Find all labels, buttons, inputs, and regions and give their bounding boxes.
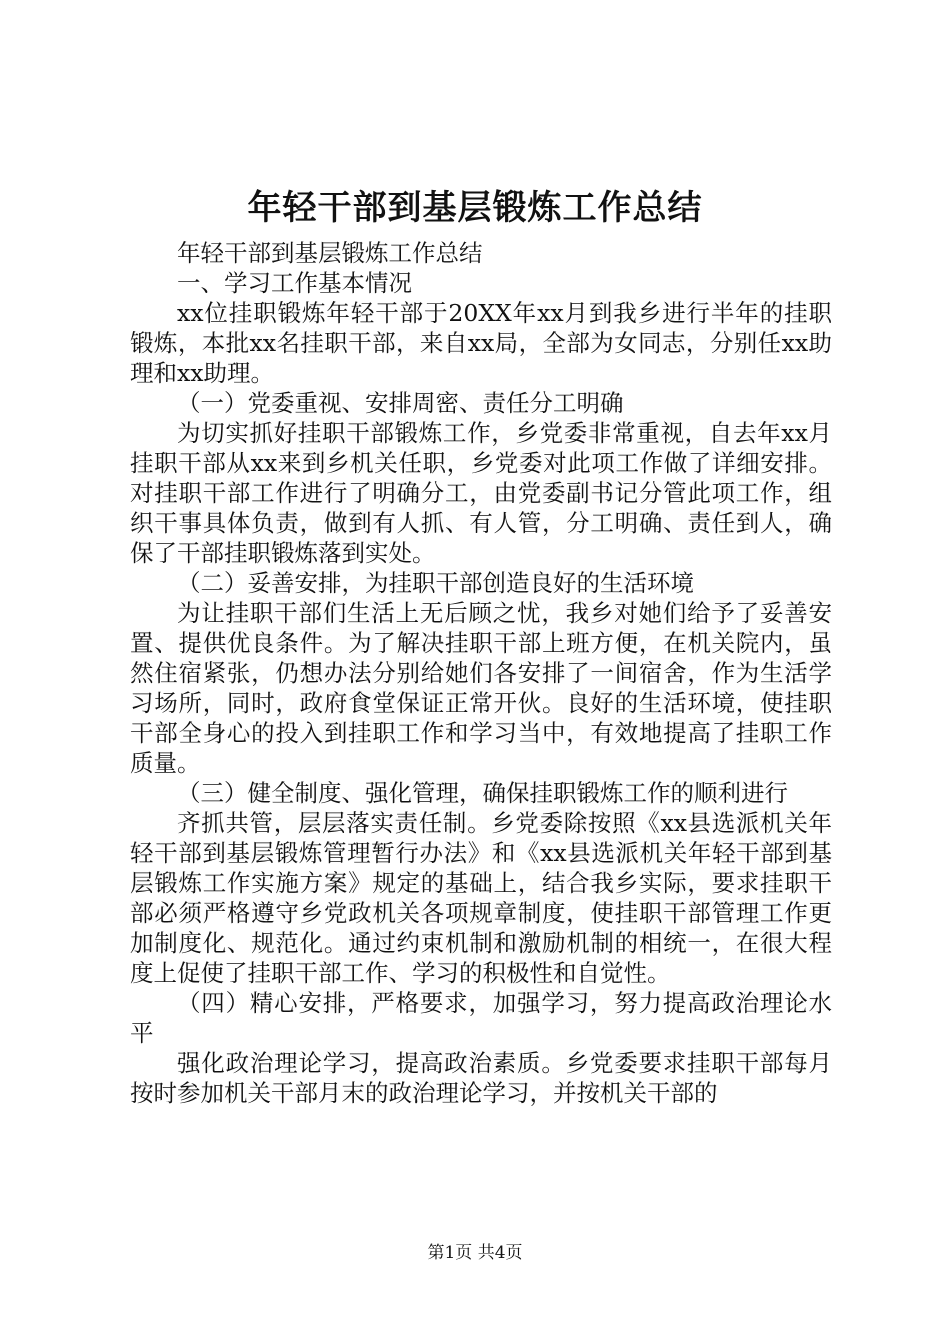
document-title: 年轻干部到基层锻炼工作总结 — [247, 188, 703, 228]
subsection-heading-4: （四）精心安排，严格要求，加强学习，努力提高政治理论水平 — [130, 989, 832, 1047]
section-heading-1: 一、学习工作基本情况 — [177, 269, 412, 297]
subsection-heading-3: （三）健全制度、强化管理，确保挂职锻炼工作的顺利进行 — [177, 779, 788, 807]
subsection-heading-2: （二）妥善安排，为挂职干部创造良好的生活环境 — [177, 569, 694, 597]
page-number-footer: 第1页 共4页 — [427, 1243, 523, 1263]
body-paragraph: xx位挂职锻炼年轻干部于20XX年xx月到我乡进行半年的挂职锻炼，本批xx名挂职干部，来自xx局，全部为女同志，分别任xx助理和xx助理。 — [130, 299, 832, 387]
subsection-heading-1: （一）党委重视、安排周密、责任分工明确 — [177, 389, 624, 417]
body-paragraph: 强化政治理论学习，提高政治素质。乡党委要求挂职干部每月按时参加机关干部月末的政治理论学习，并按机关干部的 — [130, 1049, 832, 1107]
body-paragraph: 齐抓共管，层层落实责任制。乡党委除按照《xx县选派机关年轻干部到基层锻炼管理暂行办法》和《xx县选派机关年轻干部到基层锻炼工作实施方案》规定的基础上，结合我乡实际，要求挂职干部必须严格遵守乡党政机关各项规章制度，使挂职干部管理工作更加制度化、规范化。通过约束机制和激励机制的相统一，在很大程度上促使了挂职干部工作、学习的积极性和自觉性。 — [130, 809, 832, 987]
document-body — [130, 238, 832, 1108]
body-paragraph: 为让挂职干部们生活上无后顾之忧，我乡对她们给予了妥善安置、提供优良条件。为了解决挂职干部上班方便，在机关院内，虽然住宿紧张，仍想办法分别给她们各安排了一间宿舍，作为生活学习场所，同时，政府食堂保证正常开伙。良好的生活环境，使挂职干部全身心的投入到挂职工作和学习当中，有效地提高了挂职工作质量。 — [130, 599, 832, 777]
body-paragraph: 为切实抓好挂职干部锻炼工作，乡党委非常重视，自去年xx月挂职干部从xx来到乡机关任职，乡党委对此项工作做了详细安排。对挂职干部工作进行了明确分工，由党委副书记分管此项工作，组织干事具体负责，做到有人抓、有人管，分工明确、责任到人，确保了干部挂职锻炼落到实处。 — [130, 419, 832, 567]
subtitle-paragraph: 年轻干部到基层锻炼工作总结 — [177, 239, 483, 267]
